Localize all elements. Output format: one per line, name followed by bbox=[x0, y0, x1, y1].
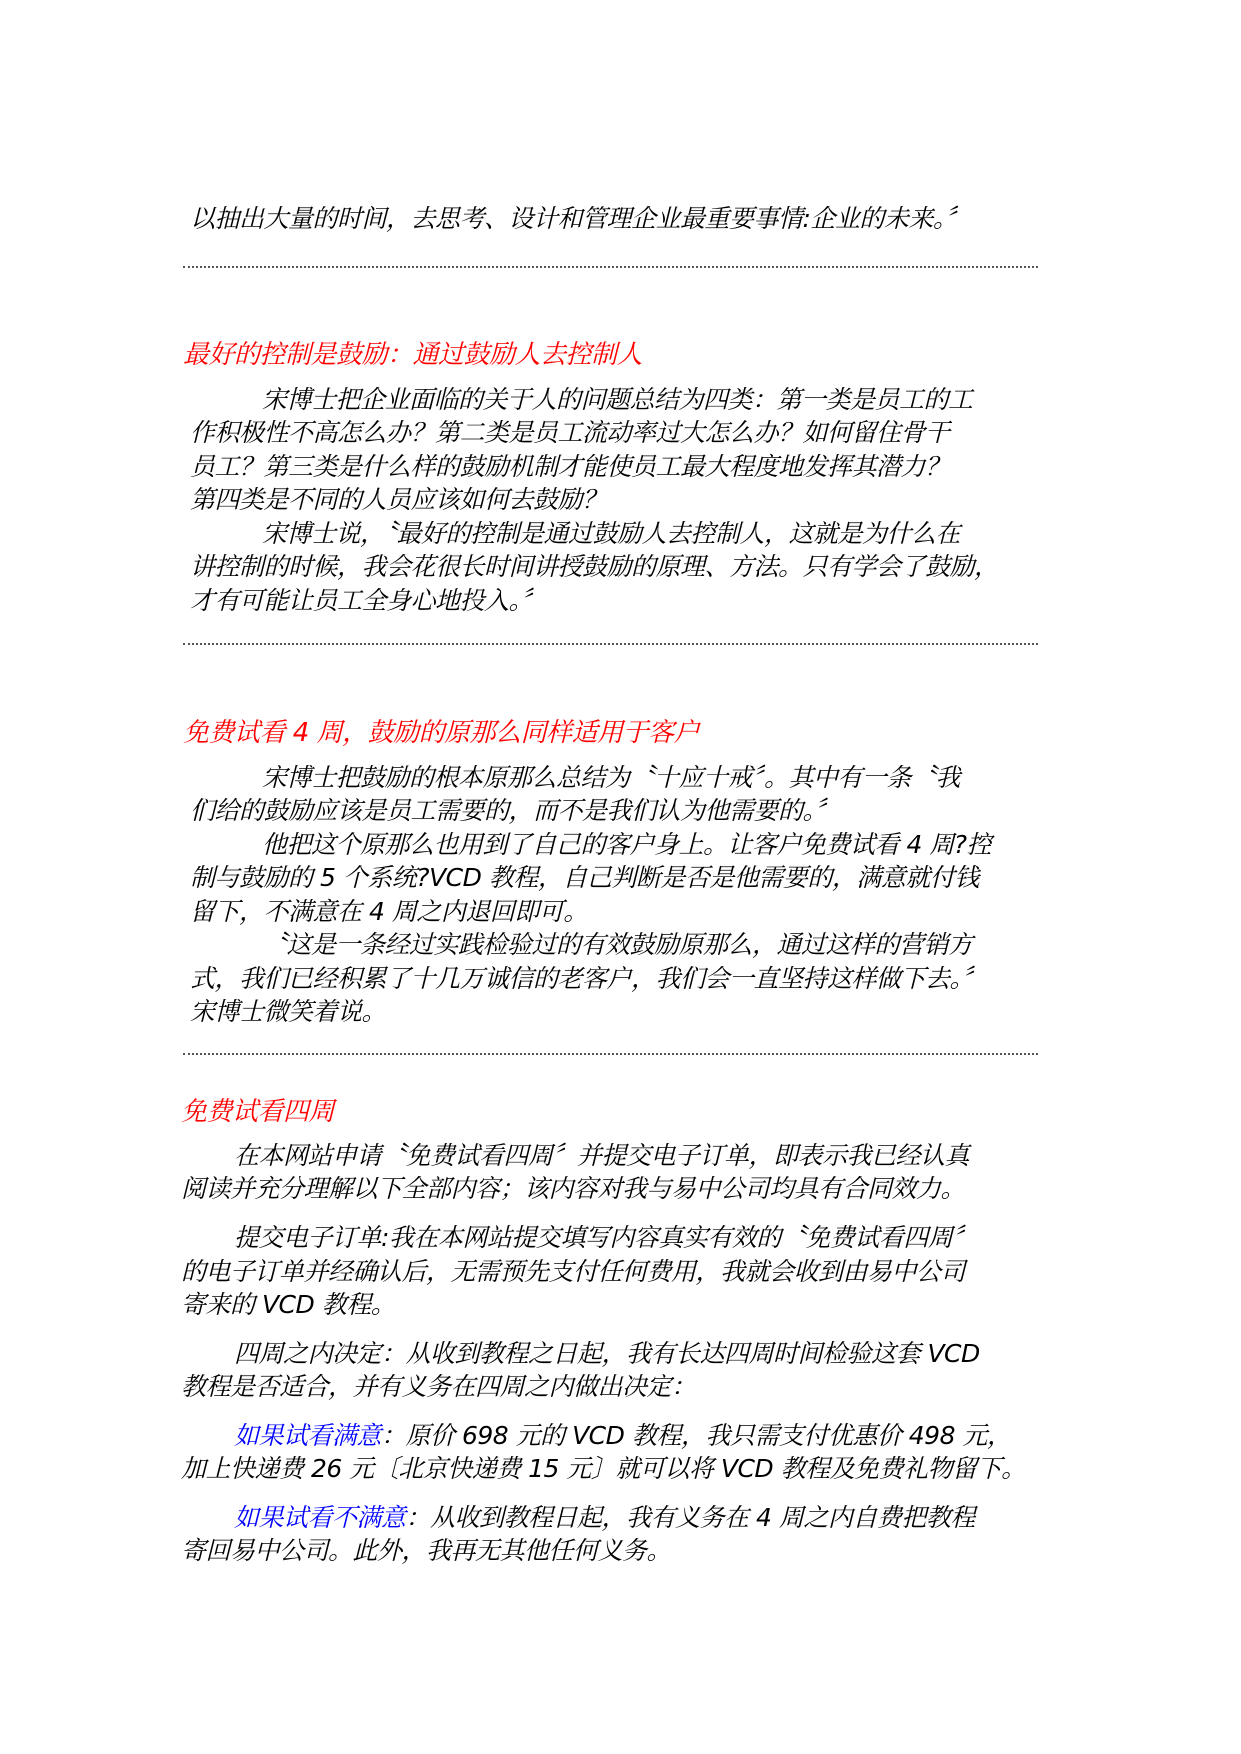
section3-heading: 免费试看四周 bbox=[181, 1097, 335, 1127]
section-divider bbox=[183, 643, 1038, 645]
section2-heading: 免费试看 4 周，鼓励的原那么同样适用于客户 bbox=[183, 718, 700, 748]
section1-line: 才有可能让员工全身心地投入。〞 bbox=[190, 586, 546, 615]
section1-line: 宋博士把企业面临的关于人的问题总结为四类：第一类是员工的工 bbox=[262, 385, 973, 414]
section2-line: 制与鼓励的 5 个系统?VCD 教程，自己判断是否是他需要的，满意就付钱 bbox=[190, 863, 979, 892]
section3-paragraph-line: 在本网站申请〝免费试看四周〞并提交电子订单，即表示我已经认真 bbox=[234, 1141, 970, 1170]
section2-line: 留下，不满意在 4 周之内退回即可。 bbox=[190, 897, 588, 926]
section2-line: 他把这个原那么也用到了自己的客户身上。让客户免费试看 4 周?控 bbox=[262, 830, 992, 859]
section1-line: 讲控制的时候，我会花很长时间讲授鼓励的原理、方法。只有学会了鼓励， bbox=[190, 552, 999, 581]
section2-line: 〝这是一条经过实践检验过的有效鼓励原那么，通过这样的营销方 bbox=[262, 930, 973, 959]
section3-paragraph-line: 提交电子订单:我在本网站提交填写内容真实有效的〝免费试看四周〞 bbox=[234, 1223, 977, 1252]
section2-line: 宋博士把鼓励的根本原那么总结为〝十应十戒〞。其中有一条〝我 bbox=[262, 763, 961, 792]
satisfied-text: ：原价 698 元的 VCD 教程，我只需支付优惠价 498 元， bbox=[381, 1421, 1012, 1450]
section3-paragraph-line: 的电子订单并经确认后，无需预先支付任何费用，我就会收到由易中公司 bbox=[181, 1257, 966, 1286]
section1-line: 宋博士说，〝最好的控制是通过鼓励人去控制人，这就是为什么在 bbox=[262, 519, 961, 548]
section3-paragraph-line: 四周之内决定：从收到教程之日起，我有长达四周时间检验这套 VCD bbox=[234, 1339, 980, 1368]
section1-line: 第四类是不同的人员应该如何去鼓励？ bbox=[190, 485, 607, 514]
section3-paragraph-line: 寄来的 VCD 教程。 bbox=[181, 1290, 396, 1319]
unsatisfied-text: ：从收到教程日起，我有义务在 4 周之内自费把教程 bbox=[405, 1503, 975, 1532]
section-divider bbox=[183, 266, 1038, 268]
section2-line: 式，我们已经积累了十几万诚信的老客户，我们会一直坚持这样做下去。〞 bbox=[190, 964, 987, 993]
section2-line: 宋博士微笑着说。 bbox=[190, 997, 387, 1026]
section1-line: 作积极性不高怎么办？第二类是员工流动率过大怎么办？如何留住骨干 bbox=[190, 418, 950, 447]
unsatisfied-link[interactable]: 如果试看不满意 bbox=[234, 1503, 406, 1532]
section3-paragraph-line: 寄回易中公司。此外，我再无其他任何义务。 bbox=[181, 1536, 672, 1565]
section1-line: 员工？第三类是什么样的鼓励机制才能使员工最大程度地发挥其潜力？ bbox=[190, 452, 950, 481]
section1-heading: 最好的控制是鼓励：通过鼓励人去控制人 bbox=[183, 340, 643, 370]
section2-line: 们给的鼓励应该是员工需要的，而不是我们认为他需要的。〞 bbox=[190, 796, 840, 825]
section3-paragraph-line: 阅读并充分理解以下全部内容；该内容对我与易中公司均具有合同效力。 bbox=[181, 1174, 966, 1203]
intro-line: 以抽出大量的时间，去思考、设计和管理企业最重要事情:企业的未来。〞 bbox=[190, 204, 970, 233]
section3-paragraph-line: 教程是否适合，并有义务在四周之内做出决定： bbox=[181, 1372, 696, 1401]
satisfied-paragraph bbox=[234, 1420, 1011, 1452]
section3-paragraph-line: 加上快递费 26 元〔北京快递费 15 元〕就可以将 VCD 教程及免费礼物留下。 bbox=[181, 1454, 1026, 1483]
section-divider bbox=[183, 1053, 1038, 1055]
satisfied-link[interactable]: 如果试看满意 bbox=[234, 1421, 382, 1450]
unsatisfied-paragraph bbox=[234, 1502, 975, 1534]
